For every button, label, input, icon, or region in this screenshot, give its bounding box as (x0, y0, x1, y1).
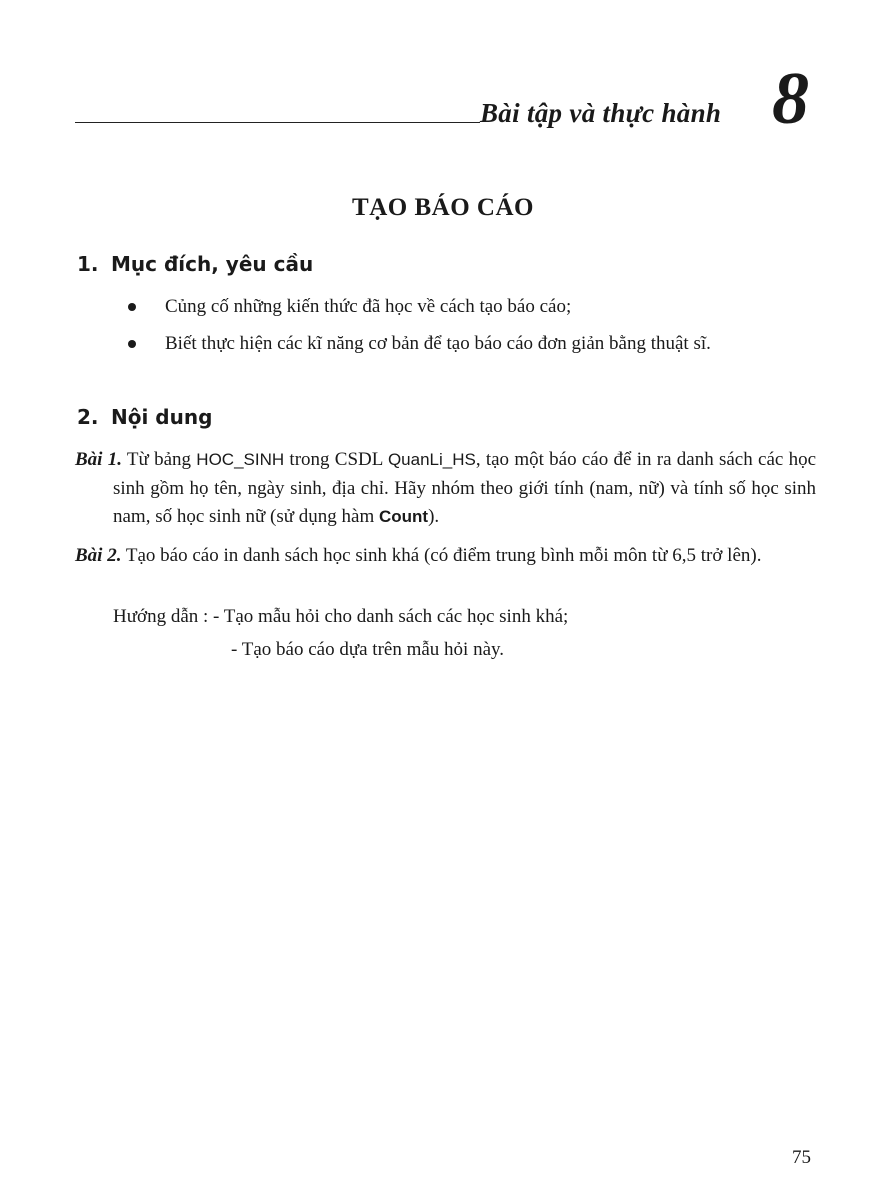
list-item-text: Củng cố những kiến thức đã học về cách tạo báo cáo; (165, 296, 572, 317)
guide-line-2 (231, 636, 504, 664)
section-number: 2. (77, 405, 99, 429)
guide-step: - Tạo báo cáo dựa trên mẫu hỏi này. (231, 639, 505, 660)
exercise-text: Từ bảng (121, 449, 197, 470)
database-name: QuanLi_HS (387, 450, 476, 469)
exercise-text: trong CSDL (284, 449, 388, 470)
exercise-2 (75, 542, 816, 571)
list-item (126, 292, 816, 321)
guide-line-1 (113, 603, 568, 631)
objectives-list (126, 292, 816, 366)
page-number: 75 (792, 1147, 811, 1168)
section-heading-1 (77, 252, 313, 276)
list-item (126, 329, 816, 358)
header-rule (75, 122, 480, 123)
guide-label: Hướng dẫn : (113, 606, 209, 627)
chapter-header-number: 8 (772, 58, 809, 140)
exercise-text: ). (428, 506, 440, 527)
section-number: 1. (77, 252, 99, 276)
function-name: Count (379, 507, 429, 526)
exercise-text: , tạo một báo cáo để in ra danh sách các học sinh gồm họ tên, ngày sinh, địa chỉ. Hãy nhóm theo giới tính (nam, nữ) và tính số học sinh nam, số học sinh nữ (sử dụng hàm (113, 449, 817, 527)
exercise-1 (75, 446, 816, 532)
exercise-label: Bài 2. (75, 545, 122, 566)
section-title: Mục đích, yêu cầu (111, 252, 314, 276)
bullet-icon (128, 340, 136, 348)
list-item-text: Biết thực hiện các kĩ năng cơ bản để tạo báo cáo đơn giản bằng thuật sĩ. (165, 333, 711, 354)
section-title: Nội dung (111, 405, 213, 429)
guide-step: - Tạo mẫu hỏi cho danh sách các học sinh khá; (213, 606, 569, 627)
section-heading-2 (77, 405, 212, 429)
table-name: HOC_SINH (196, 450, 285, 469)
chapter-header-title: Bài tập và thực hành (480, 98, 722, 128)
bullet-icon (128, 303, 136, 311)
exercise-label: Bài 1. (75, 449, 122, 470)
page-title: TẠO BÁO CÁO (352, 194, 534, 221)
exercise-text: Tạo báo cáo in danh sách học sinh khá (có điểm trung bình mỗi môn từ 6,5 trở lên). (121, 545, 762, 566)
